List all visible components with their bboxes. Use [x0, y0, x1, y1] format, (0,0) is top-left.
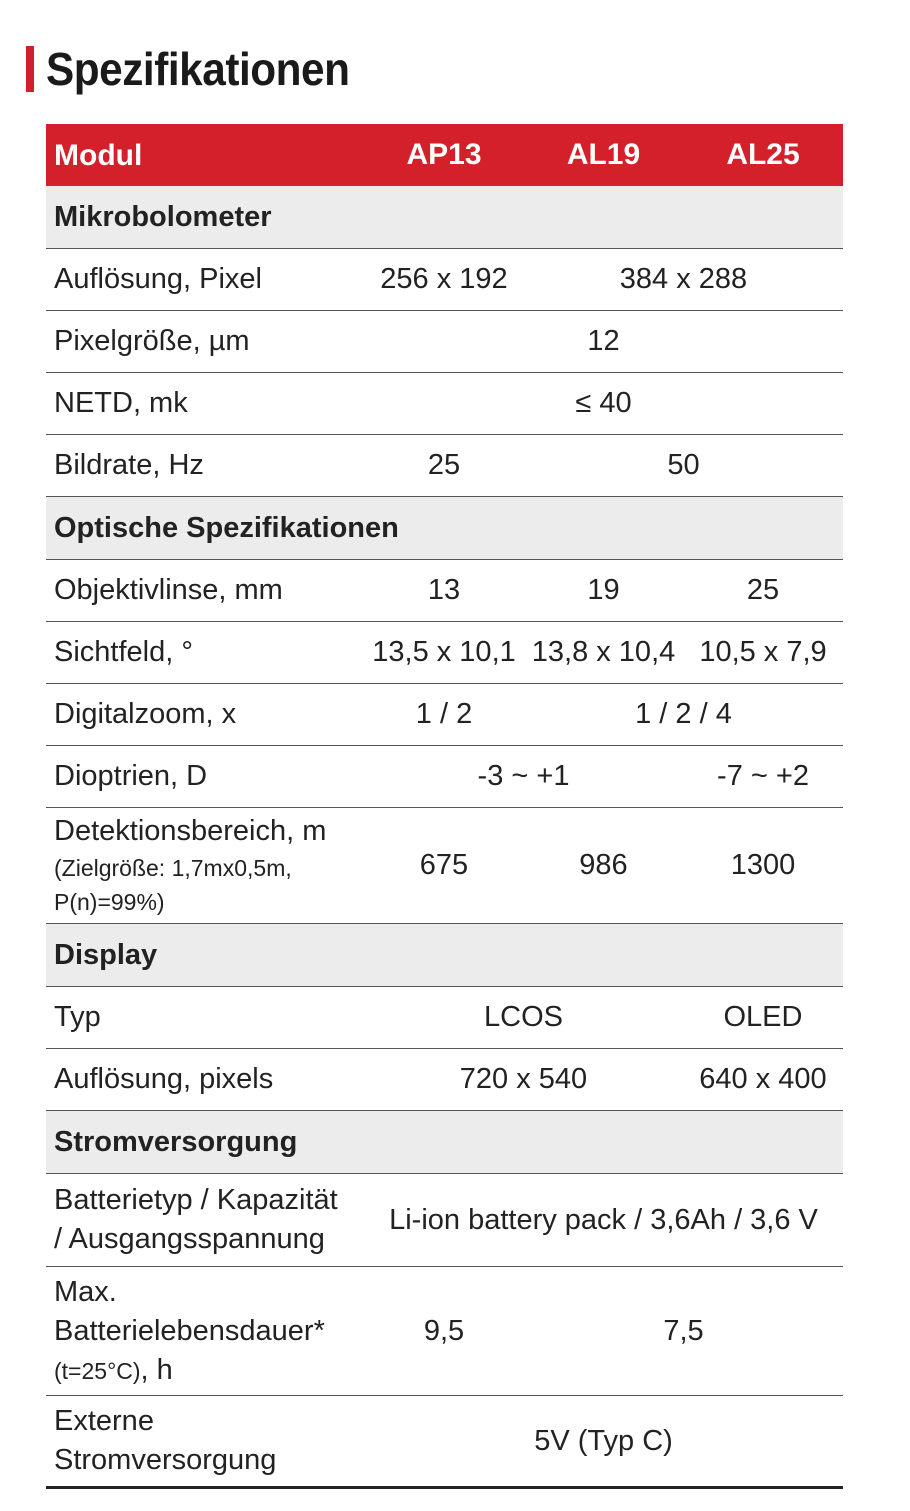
table-row: [46, 1049, 843, 1111]
title-accent-bar: [26, 46, 34, 92]
row-label: Digitalzoom, x: [54, 698, 237, 730]
row-label-line: [54, 1351, 173, 1390]
spec-table: [46, 124, 843, 1489]
row-label: Batterielebensdauer*: [54, 1314, 325, 1347]
section-optics: [46, 497, 843, 560]
row-value: 5V (Typ C): [534, 1424, 673, 1457]
table-row: [46, 311, 843, 373]
section-title: Stromversorgung: [54, 1125, 298, 1158]
row-label: NETD, mk: [54, 387, 188, 419]
row-value: 1 / 2: [415, 698, 473, 730]
row-value: 10,5 x 7,9: [699, 636, 827, 668]
row-value: 12: [587, 325, 620, 357]
table-header: [46, 124, 843, 186]
row-label: Pixelgröße, µm: [54, 325, 250, 357]
table-row: [46, 746, 843, 808]
section-display: [46, 924, 843, 987]
row-value: -7 ~ +2: [717, 760, 809, 792]
row-value: OLED: [723, 1001, 803, 1033]
row-value: ≤ 40: [575, 387, 632, 419]
header-label: Modul: [54, 138, 143, 172]
table-row: [46, 622, 843, 684]
table-row: [46, 560, 843, 622]
row-label: Dioptrien, D: [54, 760, 208, 792]
row-label: Auflösung, pixels: [54, 1063, 274, 1095]
row-note: (t=25°C): [54, 1357, 141, 1384]
table-row: [46, 987, 843, 1049]
header-model-ap13: AP13: [406, 138, 482, 171]
row-value: 7,5: [663, 1314, 704, 1347]
section-power: [46, 1111, 843, 1174]
page-title: Spezifikationen: [46, 43, 350, 95]
table-row: [46, 435, 843, 497]
section-title: Mikrobolometer: [54, 200, 272, 233]
row-value: LCOS: [484, 1001, 563, 1033]
row-label: Externe: [54, 1405, 154, 1437]
row-value: 1300: [730, 849, 796, 881]
row-value: 720 x 540: [459, 1063, 588, 1095]
row-value: 1 / 2 / 4: [635, 698, 732, 730]
row-value: 675: [419, 849, 469, 881]
table-row: [46, 1174, 843, 1267]
row-value: 986: [579, 849, 628, 881]
row-label: Typ: [54, 1001, 101, 1033]
row-note: (Zielgröße: 1,7mx0,5m,: [54, 855, 292, 881]
row-label-group: [46, 808, 364, 923]
row-label: Max.: [54, 1275, 117, 1308]
section-title: Optische Spezifikationen: [54, 511, 399, 544]
row-label: Detektionsbereich, m: [54, 815, 327, 847]
header-model-al25: AL25: [726, 138, 800, 171]
header-model-al19: AL19: [566, 138, 641, 171]
row-label-group: [46, 1396, 364, 1486]
row-label: Sichtfeld, °: [54, 636, 193, 668]
table-row: [46, 373, 843, 435]
page-heading: [26, 44, 376, 94]
row-value: 19: [587, 574, 620, 606]
row-value: 50: [667, 449, 700, 481]
row-value: 13,5 x 10,1: [372, 636, 516, 668]
row-label: Batterietyp / Kapazität: [54, 1184, 338, 1216]
row-label: Auflösung, Pixel: [54, 263, 262, 295]
table-row: [46, 1396, 843, 1489]
row-value: 13: [427, 574, 461, 606]
row-value: 13,8 x 10,4: [531, 636, 676, 668]
row-label: Objektivlinse, mm: [54, 574, 283, 606]
section-title: Display: [54, 938, 158, 971]
row-label-group: [46, 1267, 364, 1395]
row-value: -3 ~ +1: [477, 760, 570, 792]
table-row: [46, 249, 843, 311]
row-label: , h: [140, 1353, 173, 1386]
row-label: Stromversorgung: [54, 1444, 277, 1476]
table-row: [46, 684, 843, 746]
row-value: 25: [427, 449, 461, 481]
section-sensor: [46, 186, 843, 249]
row-value: 640 x 400: [699, 1063, 827, 1095]
row-label: / Ausgangsspannung: [54, 1223, 325, 1255]
row-value: Li-ion battery pack / 3,6Ah / 3,6 V: [389, 1203, 818, 1236]
row-value: 9,5: [423, 1314, 465, 1347]
row-label: Bildrate, Hz: [54, 449, 204, 481]
row-note: P(n)=99%): [54, 889, 165, 915]
row-label-group: [46, 1174, 364, 1266]
table-row: [46, 808, 843, 924]
row-value: 25: [746, 574, 780, 606]
row-value: 384 x 288: [619, 263, 748, 295]
row-value: 256 x 192: [380, 263, 508, 295]
table-row: [46, 1267, 843, 1396]
